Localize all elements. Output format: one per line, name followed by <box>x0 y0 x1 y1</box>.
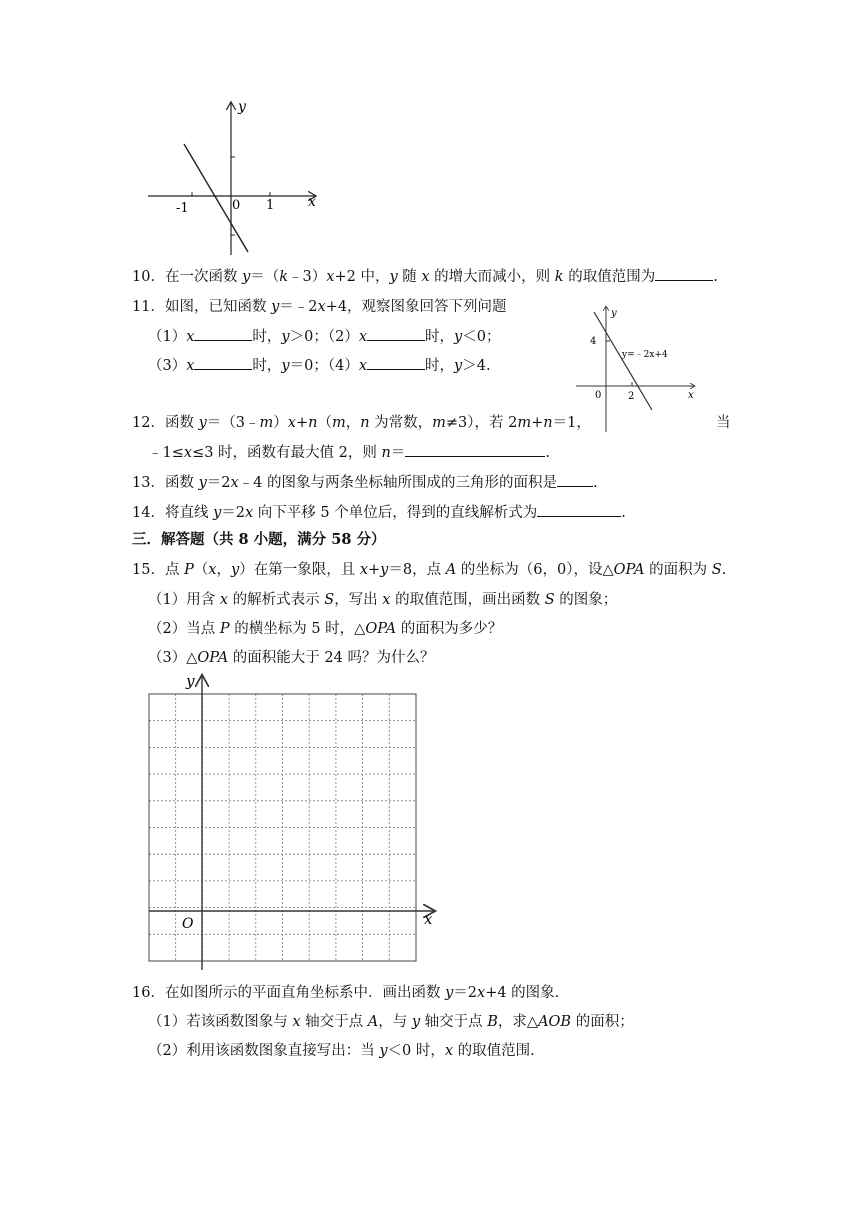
question-11: 11．如图，已知函数 y＝﹣2x+4，观察图象回答下列问题 <box>132 299 507 315</box>
top-graph <box>140 95 330 260</box>
section-heading: 三．解答题（共 8 小题，满分 58 分） <box>132 531 386 548</box>
answer-blank[interactable] <box>194 326 252 341</box>
question-16-part-1: （1）若该函数图象与 x 轴交于点 A，与 y 轴交于点 B，求△AOB 的面积； <box>148 1014 634 1030</box>
axis-label-y: y <box>238 99 246 115</box>
tick-label-0: 0 <box>595 390 602 401</box>
answer-blank[interactable] <box>194 355 252 370</box>
question-number: 13． <box>132 475 165 491</box>
axis-label-x: x <box>688 390 694 401</box>
answer-blank[interactable] <box>405 442 545 457</box>
question-12-line-2: ﹣1≤x≤3 时，函数有最大值 2，则 n＝ . <box>148 442 550 463</box>
tick-label-neg1: -1 <box>176 201 189 216</box>
answer-blank[interactable] <box>367 326 425 341</box>
question-number: 11． <box>132 299 165 315</box>
function-line <box>594 312 652 410</box>
question-12-right-text: 当 <box>716 415 731 431</box>
question-number: 14． <box>132 505 165 521</box>
question-16: 16．在如图所示的平面直角坐标系中．画出函数 y＝2x+4 的图象． <box>132 985 570 1001</box>
question-number: 10． <box>132 269 165 285</box>
axis-label-x: x <box>308 194 316 210</box>
coordinate-grid <box>140 672 440 974</box>
axis-label-y: y <box>186 672 195 690</box>
tick-label-2: 2 <box>628 391 635 402</box>
question-16-part-2: （2）利用该函数图象直接写出：当 y＜0 时，x 的取值范围． <box>148 1043 545 1059</box>
question-14: 14．将直线 y＝2x 向下平移 5 个单位后，得到的直线解析式为 . <box>132 502 626 523</box>
question-15-part-3: （3）△OPA 的面积能大于 24 吗？为什么？ <box>148 650 435 666</box>
question-15-part-2: （2）当点 P 的横坐标为 5 时，△OPA 的面积为多少？ <box>148 621 503 637</box>
question-number: 15． <box>132 562 165 578</box>
answer-blank[interactable] <box>537 502 621 517</box>
question-12: 12．函数 y＝（3﹣m）x+n（m，n 为常数，m≠3），若 2m+n＝1， <box>132 415 591 431</box>
tick-label-1: 1 <box>266 198 275 213</box>
question-10: 10．在一次函数 y＝（k﹣3）x+2 中，y 随 x 的增大而减小，则 k 的取值范围为 . <box>132 266 718 287</box>
question-11-part-3-4: （3）x 时，y＝0；（4）x 时，y＞4. <box>148 355 491 376</box>
axis-label-x: x <box>424 910 433 928</box>
question-15-part-1: （1）用含 x 的解析式表示 S，写出 x 的取值范围，画出函数 S 的图象； <box>148 592 618 608</box>
tick-label-4: 4 <box>590 336 597 347</box>
tick-label-0: 0 <box>232 198 241 213</box>
axis-label-y: y <box>611 308 617 319</box>
function-label: y=﹣2x+4 <box>622 350 668 360</box>
question-11-part-1-2: （1）x 时，y＞0；（2）x 时，y＜0； <box>148 326 500 347</box>
question-15: 15．点 P（x，y）在第一象限，且 x+y＝8，点 A 的坐标为（6，0），设△OPA 的面积为 S. <box>132 562 727 578</box>
question-number: 16． <box>132 985 165 1001</box>
answer-blank[interactable] <box>557 472 593 487</box>
answer-blank[interactable] <box>367 355 425 370</box>
question-13: 13．函数 y＝2x﹣4 的图象与两条坐标轴所围成的三角形的面积是 . <box>132 472 598 493</box>
answer-blank[interactable] <box>655 266 713 281</box>
origin-label: O <box>182 916 194 932</box>
question-number: 12． <box>132 415 165 431</box>
